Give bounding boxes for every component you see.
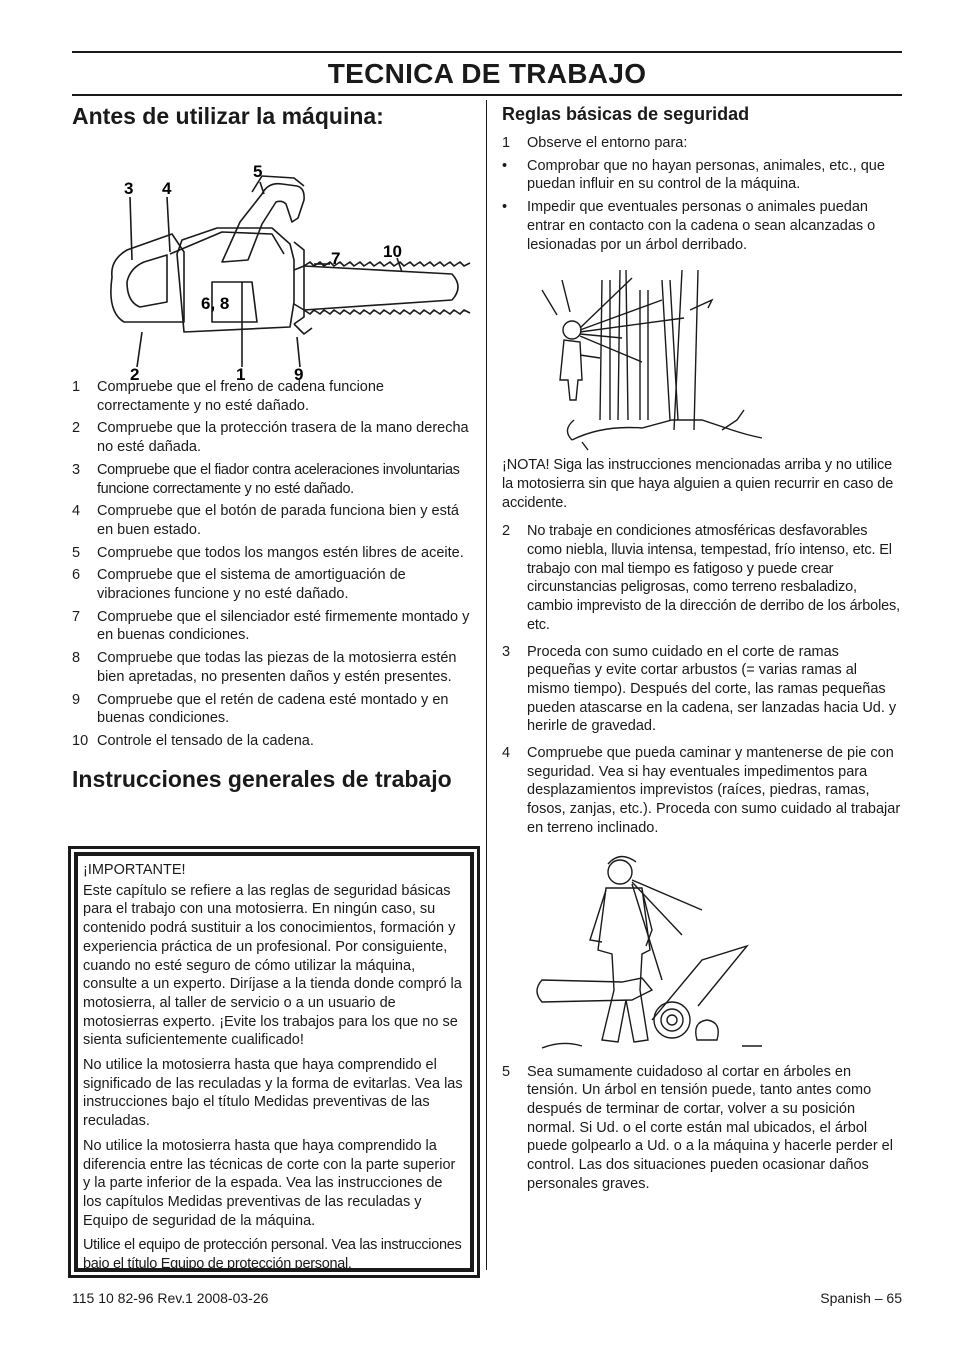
rule-5 [502,1063,902,1194]
list-item: 2 Compruebe que la protección trasera de la mano derecha no esté dañada. [72,420,469,456]
rule-1 [502,134,902,153]
figure-label-3: 3 [124,179,134,198]
list-item: 10 Controle el tensado de la cadena. [72,732,314,749]
bullet-icon: • [502,199,508,216]
footer-doc-number: 115 10 82-96 Rev.1 2008-03-26 [72,1290,269,1306]
figure-label-1: 1 [236,365,246,384]
list-item: 2 No trabaje en condiciones atmosféricas desfavorables como niebla, lluvia intensa, tempestad, frío intenso, etc. El trabajo con mal tiempo es fatigoso y puede crear circunstancias peligrosas, como terreno resbaladizo, cambio imprevisto de la dirección de derribo de los árboles, etc. [502,523,901,633]
operator-footing-illustration [502,850,902,1055]
note-paragraph: ¡NOTA! Siga las instrucciones mencionadas arriba y no utilice la motosierra sin que haya alguien a quien recurrir en caso de accidente. [502,457,894,511]
list-item: 5 Compruebe que todos los mangos estén libres de aceite. [72,544,464,561]
header-rule-bottom [72,94,902,96]
list-item: 4 Compruebe que el botón de parada funciona bien y está en buen estado. [72,503,459,538]
list-item: 3 Proceda con sumo cuidado en el corte de ramas pequeñas y evite cortar arbustos (= varias ramas al mismo tiempo). Después del corte, las ramas pequeñas pueden atascarse en la cadena, ser lanzadas hacia Ud. y herirle de gravedad. [502,643,897,735]
list-item: 9 Compruebe que el retén de cadena esté montado y en buenas condiciones. [72,691,449,727]
list-item: 8 Compruebe que todas las piezas de la motosierra estén bien apretadas, no presenten daños y estén presentes. [72,650,457,685]
list-item: 3 Compruebe que el fiador contra aceleraciones involuntarias funcione correctamente y no esté dañado. [72,461,460,497]
column-divider [486,100,487,1270]
rule-1-bullets [502,157,902,255]
warning-paragraph-3: No utilice la motosierra hasta que haya comprendido la diferencia entre las técnicas de corte con la parte superior y la parte inferior de la espada. Vea las instrucciones de los capítulos Medidas preventivas de las reculadas y Equipo de seguridad de la máquina. [83,1137,456,1229]
figure-label-7: 7 [331,249,341,268]
right-column [502,100,902,1198]
left-column [72,100,472,793]
figure-label-10: 10 [383,242,402,261]
list-item: 5 Sea sumamente cuidadoso al cortar en árboles en tensión. Un árbol en tensión puede, tanto antes como después de terminar de cortar, volver a su posición normal. Si Ud. o el corte están mal ubicados, el árbol puede golpearlo a Ud. o a la máquina y hacerle perder el control. Las dos situaciones pueden ocasionar daños personales graves. [502,1063,893,1192]
important-warning-box [68,846,480,1278]
figure-label-4: 4 [162,179,172,198]
chainsaw-illustration [72,142,472,384]
section-heading-before-use: Antes de utilizar la máquina: [72,103,384,129]
list-item: 7 Compruebe que el silenciador esté firmemente montado y en buenas condiciones. [72,608,470,644]
warning-paragraph-1: Este capítulo se refiere a las reglas de seguridad básicas para el trabajo con una motosierra. En ningún caso, su contenido podrá sustituir a los conocimientos, formación y experiencia práctica de un profesional. Por consiguiente, cuando no esté seguro de cómo utilizar la máquina, consulte a un experto. Diríjase a la tienda donde compró la motosierra, al taller de servicio o a un usuario de motosierras experto. ¡Evite los trabajos para los que no se sienta suficientemente cualificado! [83,882,462,1049]
section-heading-general-instructions: Instrucciones generales de trabajo [72,765,452,792]
section-heading-safety-rules: Reglas básicas de seguridad [502,104,750,124]
figure-label-6-8: 6, 8 [201,294,230,313]
bullet-icon: • [502,157,508,174]
warning-label: ¡IMPORTANTE! [83,862,186,878]
page-title: TECNICA DE TRABAJO [327,58,647,89]
list-item: • Comprobar que no hayan personas, animales, etc., que puedan influir en su control de la máquina. [502,157,885,193]
list-item: 1 Compruebe que el freno de cadena funcione correctamente y no esté dañado. [72,379,384,414]
footer-page-number: Spanish – 65 [820,1290,902,1306]
header-rule-top [72,51,902,53]
list-item: • Impedir que eventuales personas o animales puedan entrar en contacto con la cadena o sean alcanzadas o lesionadas por un árbol derribado. [502,199,876,253]
warning-paragraph-4: Utilice el equipo de protección personal. Vea las instrucciones bajo el título Equipo de protección personal. [83,1237,462,1273]
list-item: 4 Compruebe que pueda caminar y mantenerse de pie con seguridad. Vea si hay eventuales impedimentos para desplazamientos imprevistos (raíces, piedras, ramas, fosos, zanjas, etc.). Proceda con sumo cuidado al trabajar en terreno inclinado. [502,745,901,836]
figure-label-2: 2 [130,365,140,384]
pre-use-checklist [72,378,472,751]
figure-label-5: 5 [253,162,263,181]
list-item: 1 Observe el entorno para: [502,135,688,151]
forest-felling-illustration [502,270,902,450]
rules-2-4 [502,522,902,837]
list-item: 6 Compruebe que el sistema de amortiguación de vibraciones funcione y no esté dañado. [72,567,406,603]
figure-label-9: 9 [294,365,304,384]
warning-paragraph-2: No utilice la motosierra hasta que haya comprendido el significado de las reculadas y la forma de evitarlas. Vea las instrucciones bajo el título Medidas preventivas de las reculadas. [83,1057,463,1130]
